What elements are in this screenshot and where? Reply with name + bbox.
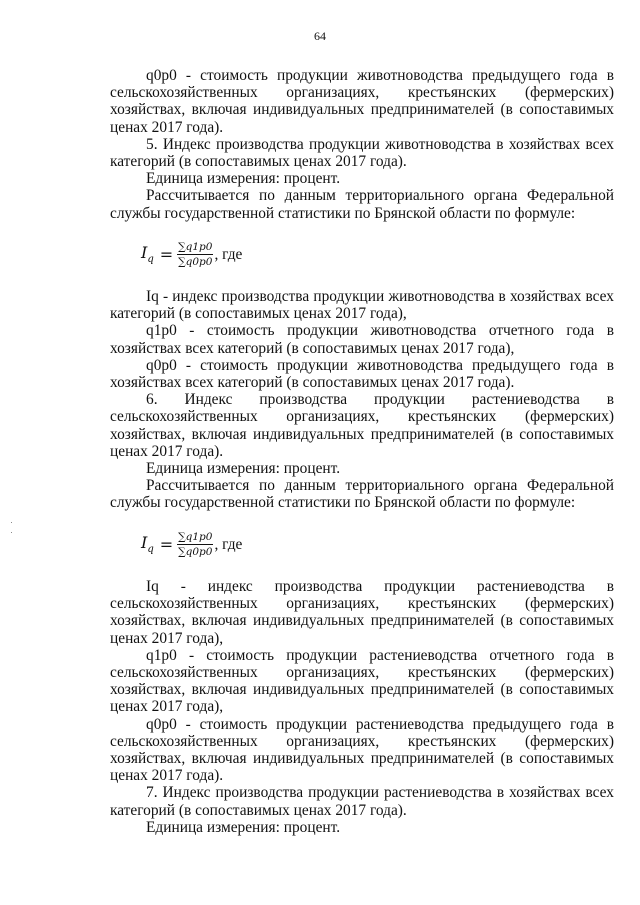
paragraph-q1p0-livestock: q1p0 - стоимость продукции животноводства отчетного года в хозяйствах всех категорий (в сопоставимых ценах 2017 года),	[110, 322, 614, 357]
formula-crop-index	[141, 531, 242, 558]
paragraph-item-6: 6. Индекс производства продукции растениеводства в сельскохозяйственных организациях, крестьянских (фермерских) хозяйствах, включая индивидуальных предпринимателей (в сопоставимых ценах 2017 года).	[110, 391, 614, 460]
paragraph-q0p0-livestock: q0p0 - стоимость продукции животноводства предыдущего года в хозяйствах всех категорий (в сопоставимых ценах 2017 года).	[110, 356, 614, 392]
paragraph-iq-livestock: Iq - индекс производства продукции животноводства в хозяйствах всех категорий (в сопоставимых ценах 2017 года),	[110, 288, 614, 323]
paragraph-item-5: 5. Индекс производства продукции животноводства в хозяйствах всех категорий (в сопоставимых ценах 2017 года).	[110, 135, 614, 171]
formula-livestock-index	[141, 241, 242, 268]
paragraph-unit-percent-3: Единица измерения: процент.	[146, 818, 341, 836]
text-block-1	[110, 67, 614, 222]
formula-lhs: $I_q$	[141, 243, 154, 266]
paragraph-q1p0-crop: q1p0 - стоимость продукции растениеводства отчетного года в сельскохозяйственных организациях, крестьянских (фермерских) хозяйствах, включая индивидуальных предпринимателей (в сопоставимых ценах 2017 года),	[110, 646, 614, 716]
paragraph-item-7: 7. Индекс производства продукции растениеводства в хозяйствах всех категорий (в сопоставимых ценах 2017 года).	[110, 784, 614, 819]
formula-equals: =	[159, 245, 174, 264]
paragraph-q0p0-crop: q0p0 - стоимость продукции растениеводства предыдущего года в сельскохозяйственных организациях, крестьянских (фермерских) хозяйствах, включая индивидуальных предпринимателей (в сопоставимых ценах 2017 года).	[110, 715, 614, 785]
formula-denominator: ∑q0p0	[178, 256, 213, 268]
formula-numerator: ∑q1p0	[178, 531, 213, 543]
text-block-3	[110, 578, 614, 836]
formula-lhs: $I_q$	[141, 533, 154, 556]
formula-tail: , где	[214, 245, 243, 263]
formula-tail: , где	[214, 535, 243, 553]
paragraph-calc-method-1: Рассчитывается по данным территориального органа Федеральной службы государственной статистики по Брянской области по формуле:	[110, 187, 614, 222]
paragraph-unit-percent-2: Единица измерения: процент.	[146, 460, 341, 478]
paragraph-q0p0-livestock-orgs: q0p0 - стоимость продукции животноводства предыдущего года в сельскохозяйственных организациях, крестьянских (фермерских) хозяйствах, включая индивидуальных предпринимателей (в сопоставимых ценах 2017 года).	[110, 67, 614, 136]
formula-denominator: ∑q0p0	[178, 546, 213, 558]
formula-numerator: ∑q1p0	[178, 241, 213, 253]
paragraph-iq-crop: Iq - индекс производства продукции растениеводства в сельскохозяйственных организациях, крестьянских (фермерских) хозяйствах, включая индивидуальных предпринимателей (в сопоставимых ценах 2017 года),	[110, 578, 614, 647]
paragraph-unit-percent-1: Единица измерения: процент.	[146, 170, 341, 188]
formula-fraction	[177, 241, 213, 268]
text-block-2	[110, 288, 614, 512]
paragraph-calc-method-2: Рассчитывается по данным территориального органа Федеральной службы государственной статистики по Брянской области по формуле:	[110, 477, 614, 512]
formula-fraction	[177, 531, 213, 558]
page-number: 64	[314, 29, 326, 43]
formula-equals: =	[159, 535, 174, 554]
margin-mark: · ·	[10, 517, 13, 537]
